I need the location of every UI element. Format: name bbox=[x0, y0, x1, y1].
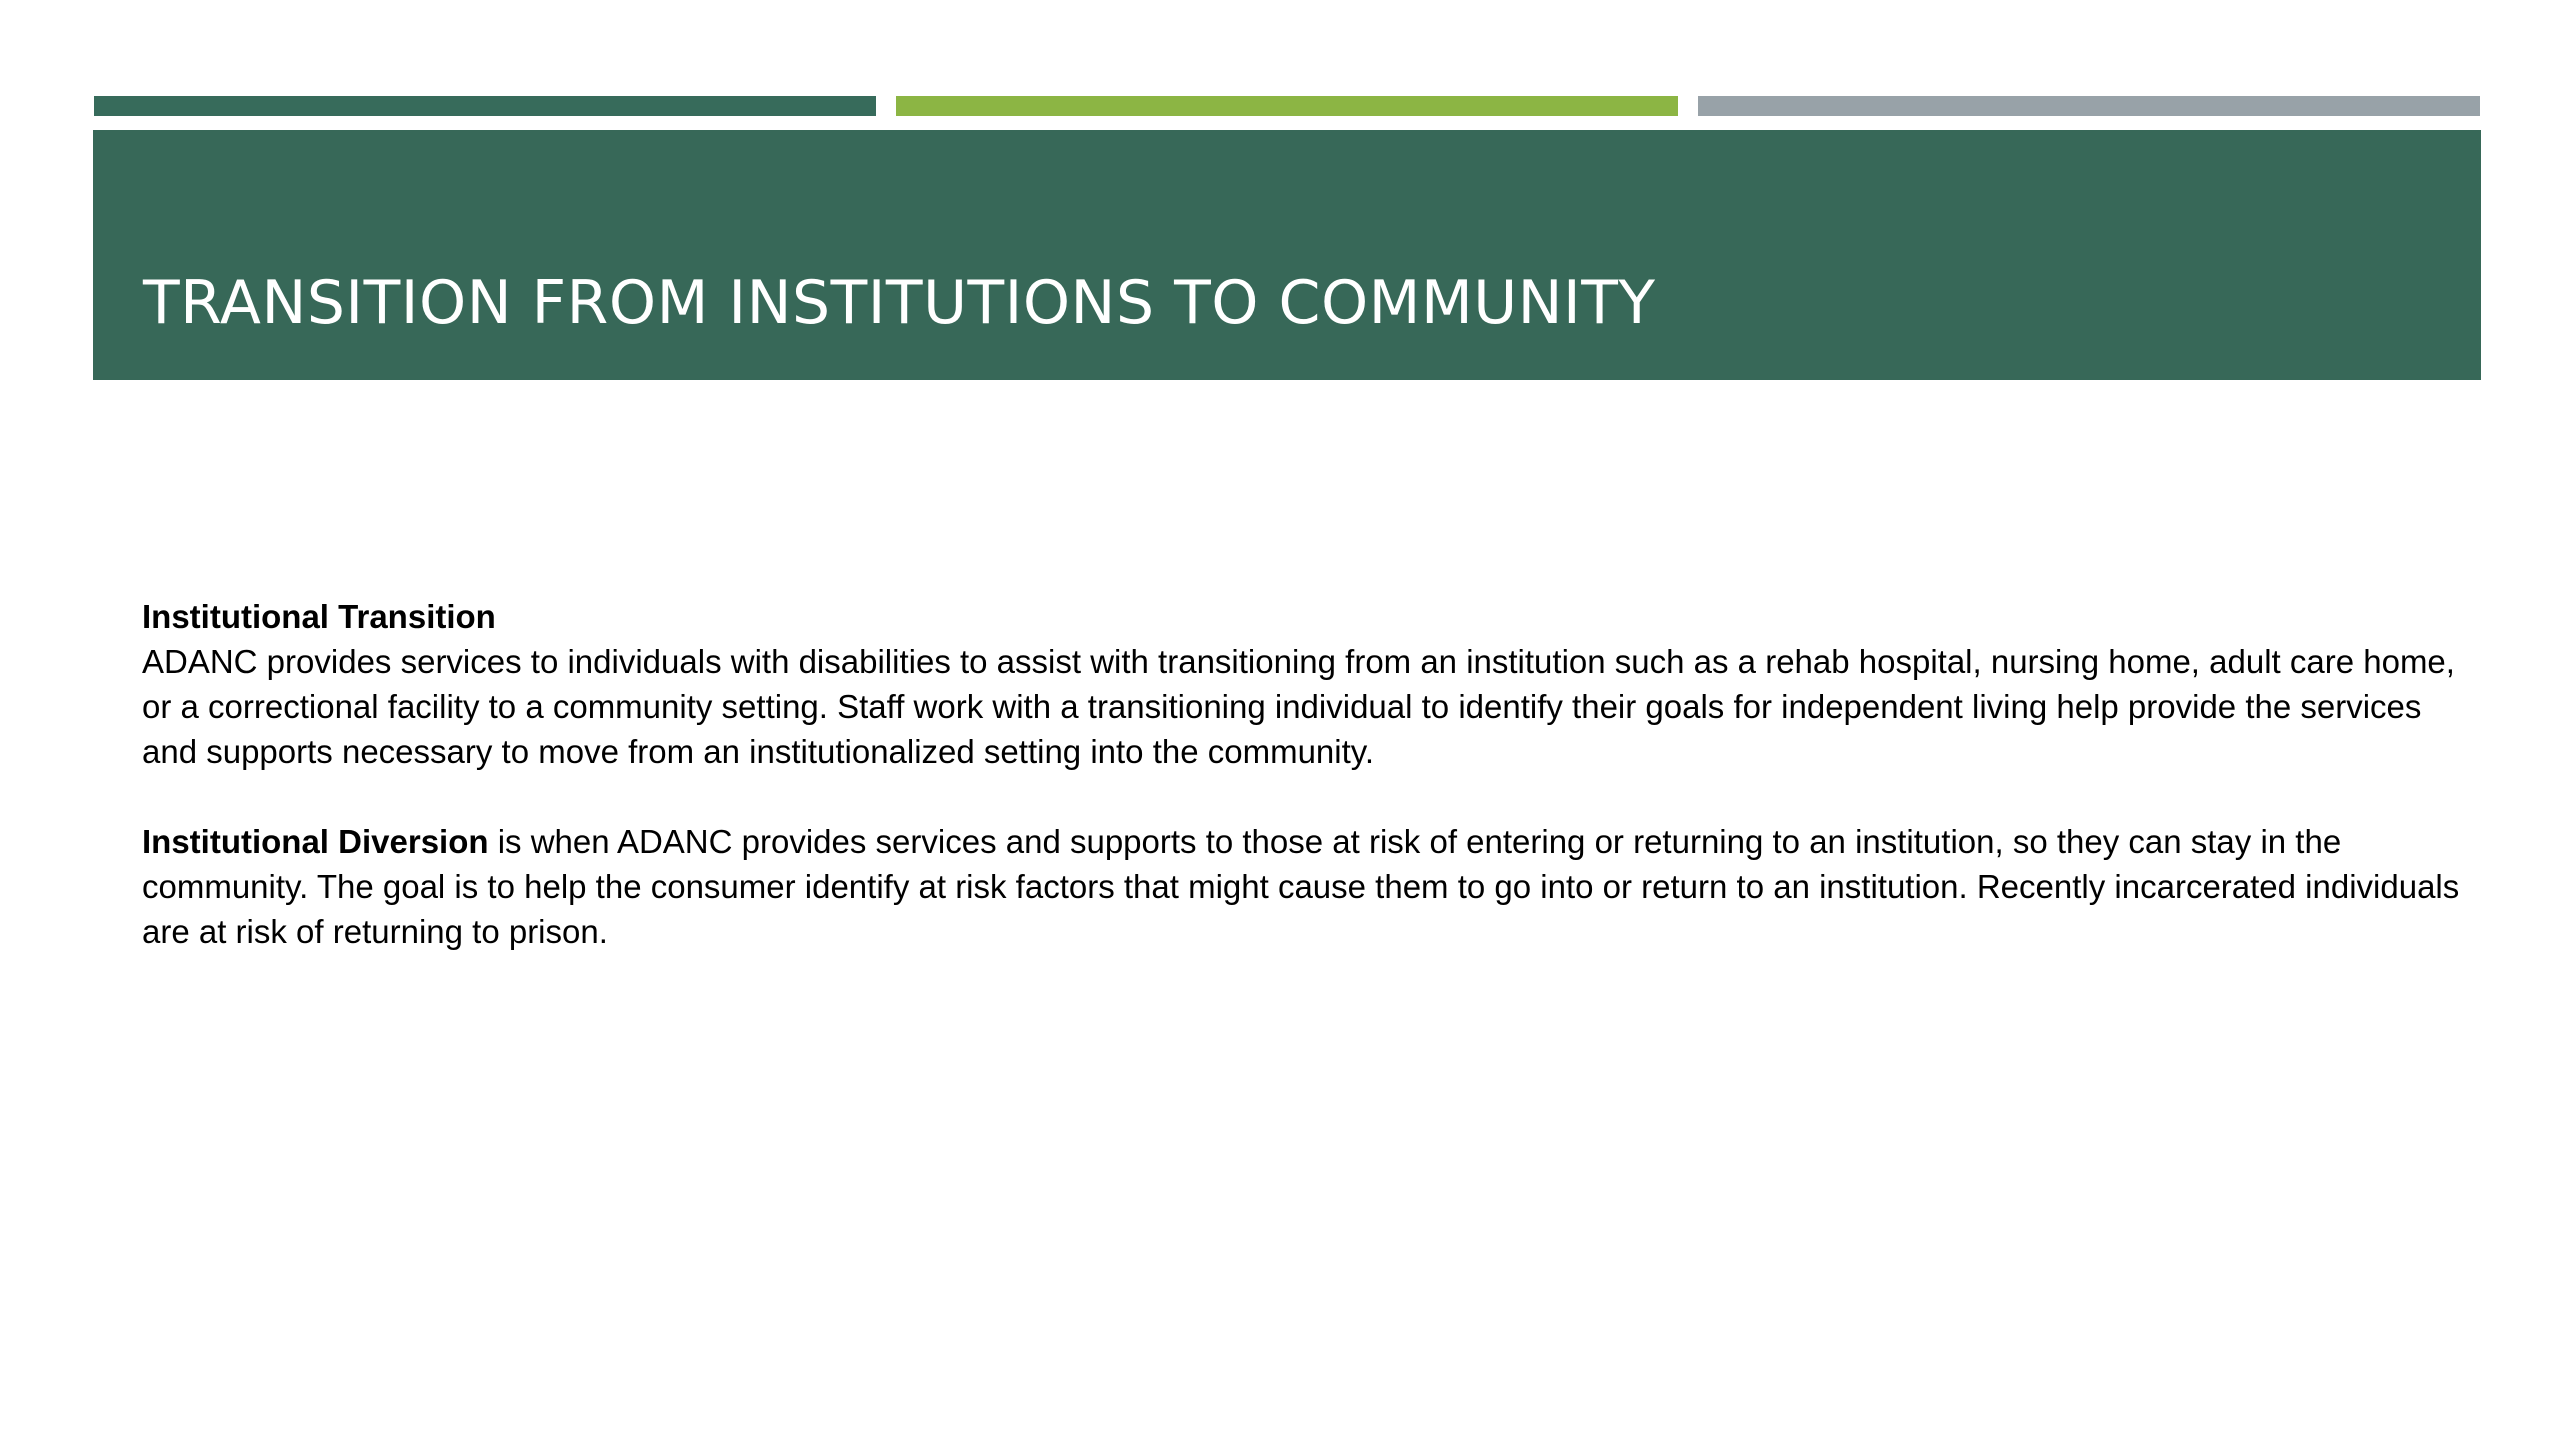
slide-body bbox=[142, 594, 2462, 954]
section-heading-transition: Institutional Transition bbox=[142, 598, 496, 635]
title-band bbox=[93, 130, 2481, 380]
accent-bar-gray bbox=[1698, 96, 2480, 116]
paragraph-spacer bbox=[142, 774, 2462, 819]
slide-title: TRANSITION FROM INSTITUTIONS TO COMMUNITY bbox=[143, 268, 1656, 338]
section-heading-diversion: Institutional Diversion bbox=[142, 823, 489, 860]
section-paragraph-diversion bbox=[142, 819, 2462, 954]
accent-bar-light-green bbox=[896, 96, 1678, 116]
accent-bar-dark-green bbox=[94, 96, 876, 116]
section-body-transition: ADANC provides services to individuals with disabilities to assist with transitioning from an institution such as a rehab hospital, nursing home, adult care home, or a correctional facility to a community setting. Staff work with a transitioning individual to identify their goals for independent living help provide the services and supports necessary to move from an institutionalized setting into the community. bbox=[142, 643, 2455, 770]
section-body-diversion: is when ADANC provides services and supports to those at risk of entering or returning to an institution, so they can stay in the community. The goal is to help the consumer identify at risk factors that might cause them to go into or return to an institution. Recently incarcerated individuals are at risk of returning to prison. bbox=[142, 823, 2460, 950]
